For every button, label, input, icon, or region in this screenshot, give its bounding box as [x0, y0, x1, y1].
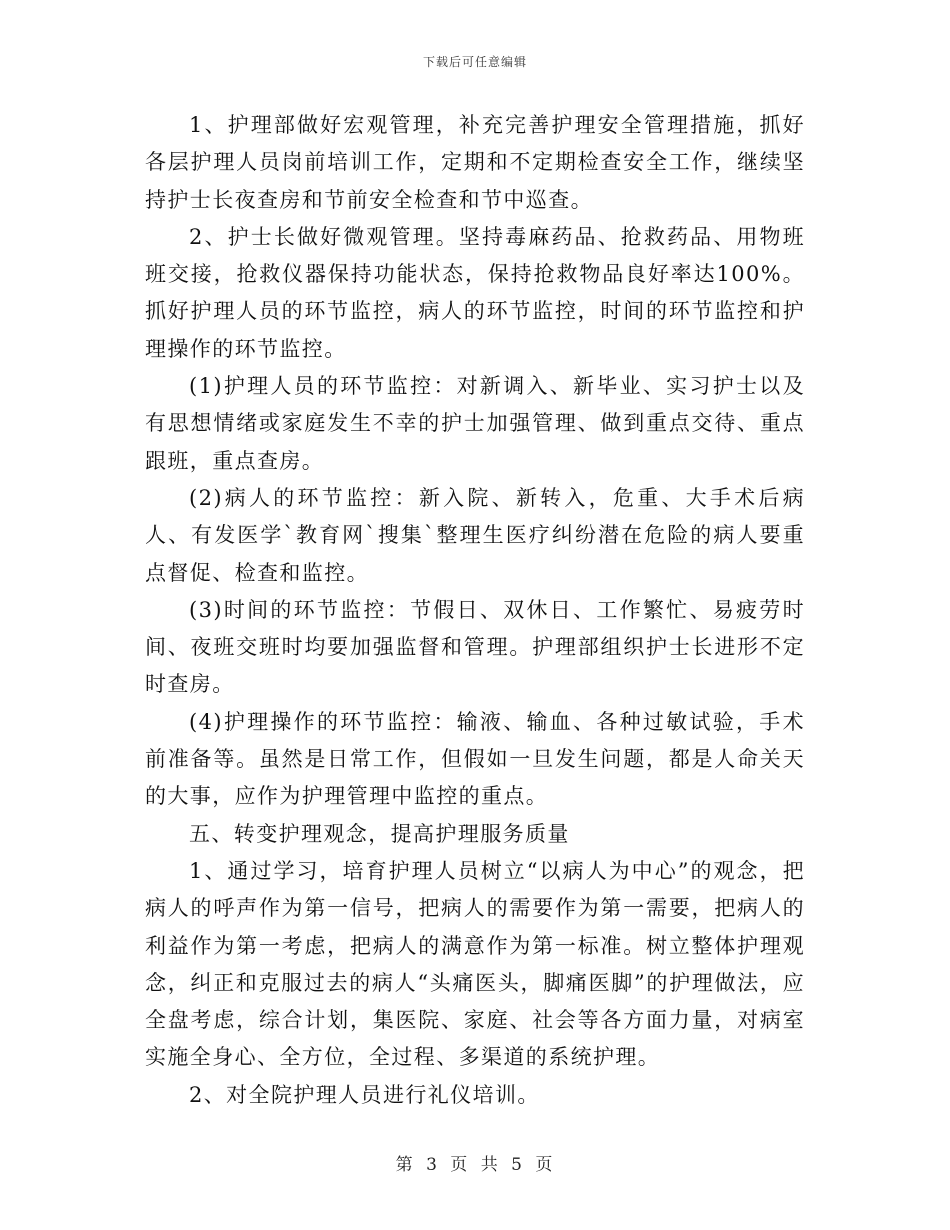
paragraph-5: (3)时间的环节监控：节假日、双休日、工作繁忙、易疲劳时间、夜班交班时均要加强监督和管理。护理部组织护士长进形不定时查房。 [145, 597, 805, 697]
paragraph-7: 1、通过学习，培育护理人员树立“以病人为中心”的观念，把病人的呼声作为第一信号，把病人的需要作为第一需要，把病人的利益作为第一考虑，把病人的满意作为第一标准。树立整体护理观念，纠正和克服过去的病人“头痛医头，脚痛医脚”的护理做法，应全盘考虑，综合计划，集医院、家庭、社会等各方面力量，对病室实施全身心、全方位，全过程、多渠道的系统护理。 [145, 858, 805, 1070]
paragraph-1: 1、护理部做好宏观管理，补充完善护理安全管理措施，抓好各层护理人员岗前培训工作，定期和不定期检查安全工作，继续坚持护士长夜查房和节前安全检查和节中巡查。 [145, 113, 805, 212]
paragraph-2: 2、护士长做好微观管理。坚持毒麻药品、抢救药品、用物班班交接，抢救仪器保持功能状态，保持抢救物品良好率达100%。抓好护理人员的环节监控，病人的环节监控，时间的环节监控和护理操作的环节监控。 [145, 224, 805, 361]
document-body [145, 107, 805, 1114]
page-header: 下载后可任意编辑 [422, 55, 527, 69]
section-heading: 五、转变护理观念，提高护理服务质量 [189, 821, 570, 846]
paragraph-4: (2)病人的环节监控：新入院、新转入，危重、大手术后病人、有发医学`教育网`搜集`整理生医疗纠纷潜在危险的病人要重点督促、检查和监控。 [145, 485, 805, 585]
paragraph-6: (4)护理操作的环节监控：输液、输血、各种过敏试验，手术前准备等。虽然是日常工作，但假如一旦发生问题，都是人命关天的大事，应作为护理管理中监控的重点。 [145, 709, 805, 809]
paragraph-8: 2、对全院护理人员进行礼仪培训。 [189, 1082, 540, 1107]
paragraph-3: (1)护理人员的环节监控：对新调入、新毕业、实习护士以及有思想情绪或家庭发生不幸的护士加强管理、做到重点交待、重点跟班，重点查房。 [145, 374, 805, 473]
page-footer: 第 3 页 共 5 页 [395, 1155, 555, 1175]
